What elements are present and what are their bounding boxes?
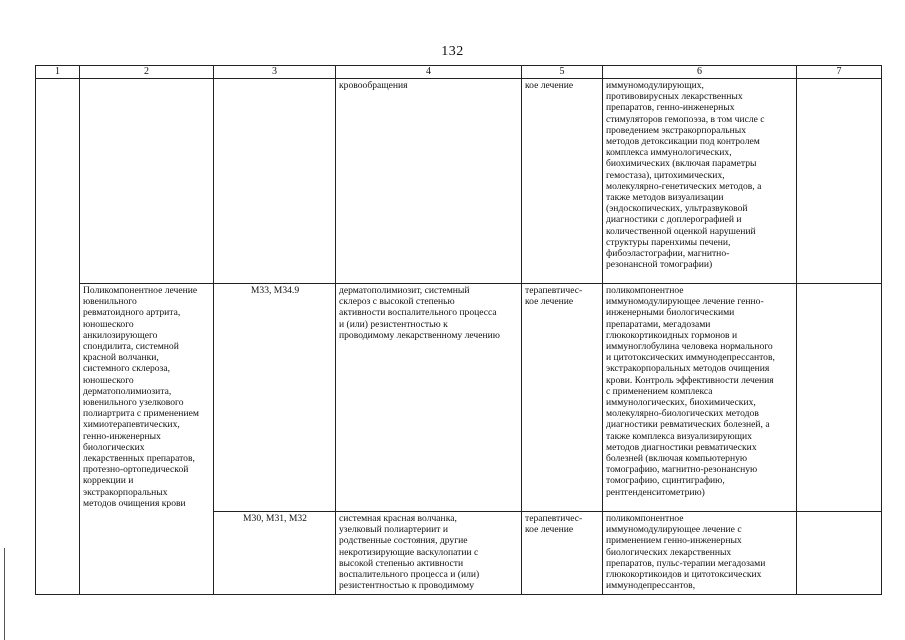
header-col-6: 6 — [603, 65, 797, 79]
header-col-3: 3 — [214, 65, 336, 79]
page-edge-line — [4, 548, 5, 640]
table-row-1-col-3 — [214, 79, 336, 284]
table-row-3-col-5 — [522, 512, 603, 595]
table-row-1-col-5 — [522, 79, 603, 284]
page-number: 132 — [441, 44, 464, 59]
table-row-3-col-4 — [336, 512, 522, 595]
table-row-1-col-4 — [336, 79, 522, 284]
table-row-2-col-1 — [35, 284, 80, 595]
table-row-2-col-4 — [336, 284, 522, 512]
table-row-1-col-7 — [797, 79, 882, 284]
header-col-5: 5 — [522, 65, 603, 79]
table-row-2-col-6 — [603, 284, 797, 512]
table-cell-text: терапевтичес- кое лечение — [525, 513, 583, 536]
header-col-2: 2 — [80, 65, 214, 79]
table-row-1-col-1 — [35, 79, 80, 284]
table-cell-text: системная красная волчанка, узелковый полиартериит и родственные состояния, другие некротизирующие васкулопатии с высокой степенью активности воспалительного процесса и (или) резистентностью к проводимому — [339, 513, 480, 592]
header-col-7: 7 — [797, 65, 882, 79]
table-row-2-col-3 — [214, 284, 336, 512]
table-cell-text: терапевтичес- кое лечение — [525, 285, 583, 308]
table-row-3-col-7 — [797, 512, 882, 595]
table-cell-text: кое лечение — [525, 80, 574, 91]
table-cell-text: Поликомпонентное лечение ювенильного ревматоидного артрита, юношеского анкилозирующего спондилита, системной красной волчанки, системного склероза, юношеского дерматополимиозита, ювенильного узелкового полиартрита с применением химиотерапевтических, генно-инженерных биологических лекарственных препаратов, протезно-ортопедической коррекции и экстракорпоральных методов очищения крови — [83, 285, 199, 509]
header-col-1: 1 — [35, 65, 80, 79]
table-row-3-col-3 — [214, 512, 336, 595]
table-cell-text: кровообращения — [339, 80, 408, 91]
table-row-1-col-2 — [80, 79, 214, 284]
header-col-4: 4 — [336, 65, 522, 79]
table-cell-text: иммуномодулирующих, противовирусных лекарственных препаратов, генно-инженерных стимуляторов гемопоэза, в том числе с проведением экстракорпоральных методов детоксикации под контролем комплекса иммунологических, биохимических (включая параметры гемостаза), цитохимических, молекулярно-генетических методов, а также методов визуализации (эндоскопических, ультразвуковой диагностики с доплерографией и количественной оценкой нарушений структуры паренхимы печени, фибоэластографии, магнитно- резонансной томографии) — [606, 80, 765, 271]
table-cell-text: дерматополимиозит, системный склероз с высокой степенью активности воспалительного процесса и (или) резистентностью к проводимому лекарственному лечению — [339, 285, 500, 341]
table-row-2-col-2 — [80, 284, 214, 595]
table-row-2-col-7 — [797, 284, 882, 512]
table-cell-text: поликомпонентное иммуномодулирующее лечение генно- инженерными биологическими препаратами, мегадозами глюкокортикоидных гормонов и иммуноглобулина человека нормального и цитотоксических иммунодепрессантов, экстракорпоральных методов очищения крови. Контроль эффективности лечения с применением комплекса иммунологических, биохимических, молекулярно-биологических методов диагностики ревматических болезней, а также комплекса визуализирующих методов диагностики ревматических болезней (включая компьютерную томографию, магнитно-резонансную томографию, сцинтиграфию, рентгенденситометрию) — [606, 285, 775, 498]
table-cell-text: M33, M34.9 — [250, 285, 300, 296]
table-cell-text: поликомпонентное иммуномодулирующее лечение с применением генно-инженерных биологических лекарственных препаратов, пульс-терапии мегадозами глюкокортикоидов и цитотоксических иммунодепрессантов, — [606, 513, 766, 592]
table-cell-text: M30, M31, M32 — [243, 513, 307, 524]
table-row-1-col-6 — [603, 79, 797, 284]
table-row-2-col-5 — [522, 284, 603, 512]
table-row-3-col-6 — [603, 512, 797, 595]
